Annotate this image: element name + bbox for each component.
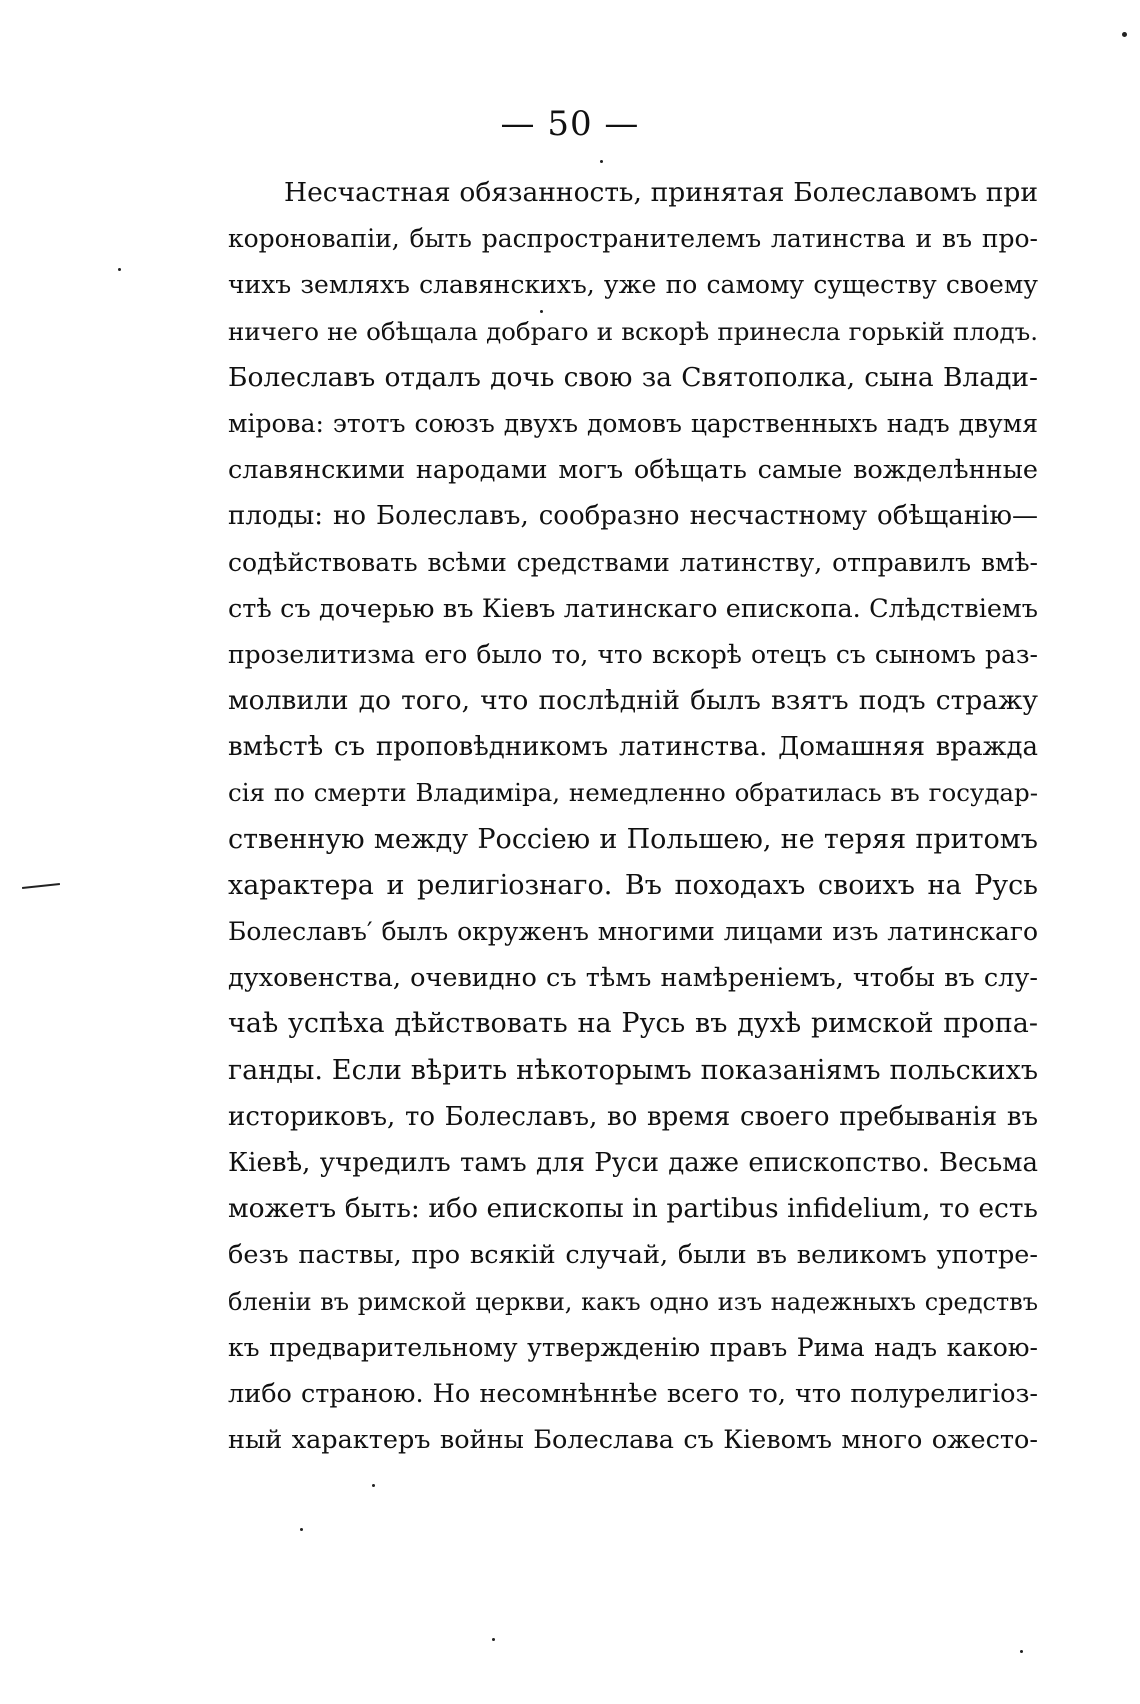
text-line: стѣ съ дочерью въ Кіевъ латинскаго епископа. Слѣдствіемъ [228,593,1038,624]
text-line: сія по смерти Владиміра, немедленно обратилась въ государ- [228,778,1038,808]
text-line: Болеславъ отдалъ дочь свою за Святополка, сына Влади- [228,361,1038,393]
text-line: міровa: этотъ союзъ двухъ домовъ царственныхъ надъ двумя [228,408,1038,438]
speck [300,1528,303,1531]
text-line: молвили до того, что послѣдній былъ взятъ подъ стражу [228,685,1038,717]
speck [600,160,603,163]
text-line: безъ паствы, про всякій случай, были въ великомъ употре- [228,1240,1038,1271]
text-line: прозелитизма его было то, что вскорѣ отецъ съ сыномъ раз- [228,639,1038,669]
text-line: чихъ земляхъ славянскихъ, уже по самому существу своему [228,270,1038,300]
text-line: бленіи въ римской церкви, какъ одно изъ надежныхъ средствъ [228,1287,1038,1316]
text-line: славянскими народами могъ обѣщать самые вожделѣнные [228,455,1038,486]
text-line: содѣйствовать всѣми средствами латинству, отправилъ вмѣ- [228,547,1038,577]
text-line: короновапіи, быть распространителемъ латинства и въ про- [228,224,1038,254]
text-line: Несчастная обязанность, принятая Болеславомъ при [284,177,1038,208]
text-line: вмѣстѣ съ проповѣдникомъ латинства. Домашняя вражда [228,732,1038,763]
text-line: характера и религіознаго. Въ походахъ своихъ на Русь [228,869,1038,901]
text-line: ничего не обѣщала добраго и вскорѣ принесла горькій плодъ. [228,316,1038,346]
text-line: ный характеръ войны Болеслава съ Кіевомъ много ожесто- [228,1425,1038,1456]
text-line: духовенства, очевидно съ тѣмъ намѣреніемъ, чтобы въ слу- [228,963,1038,994]
text-line: ганды. Если вѣрить нѣкоторымъ показаніямъ польскихъ [228,1054,1038,1086]
speck [1122,32,1127,37]
text-line: ственную между Россіею и Польшею, не теряя притомъ [228,823,1038,855]
text-line: плоды: но Болеславъ, сообразно несчастному обѣщанію— [228,501,1038,532]
text-line: можетъ быть: ибо епископы in partibus infidelium, то есть [228,1193,1038,1225]
speck [1020,1650,1023,1653]
margin-mark [22,883,60,889]
text-line: къ предварительному утвержденію правъ Рима надъ какою- [228,1332,1038,1362]
speck [118,268,121,271]
text-line: историковъ, то Болеславъ, во время своего пребыванія въ [228,1101,1038,1132]
speck [372,1484,375,1487]
text-line: Кіевѣ, учредилъ тамъ для Руси даже епископство. Весьма [228,1147,1038,1178]
page-number: — 50 — [500,104,640,144]
text-line: либо страною. Но несомнѣннѣе всего то, что полурелигіоз- [228,1378,1038,1409]
text-line: чаѣ успѣха дѣйствовать на Русь въ духѣ римской пропа- [228,1008,1038,1040]
speck [540,310,543,313]
body-text [228,170,1038,1463]
text-line: Болеславъ′ былъ окруженъ многими лицами изъ латинскаго [228,917,1038,946]
speck [492,1638,495,1641]
